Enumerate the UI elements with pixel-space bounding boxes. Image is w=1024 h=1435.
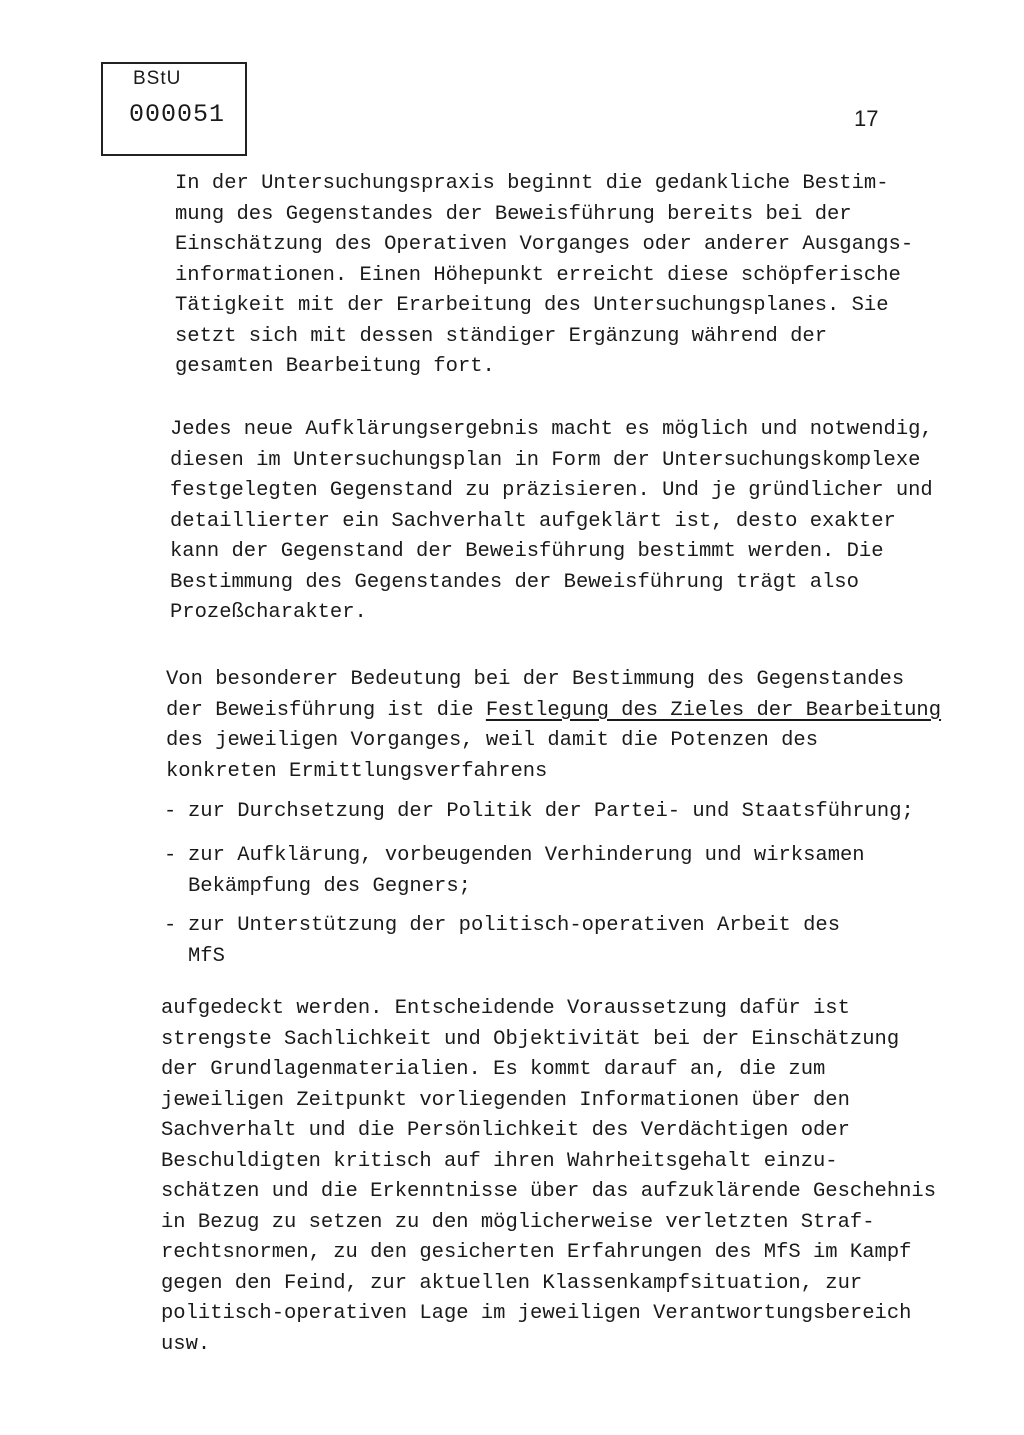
text-line: Sachverhalt und die Persönlichkeit des Verdächtigen oder bbox=[161, 1119, 850, 1142]
text-line: diesen im Untersuchungsplan in Form der Untersuchungskomplexe bbox=[170, 448, 921, 472]
text-line: gegen den Feind, zur aktuellen Klassenkampfsituation, zur bbox=[161, 1271, 863, 1295]
text-line: politisch-operativen Lage im jeweiligen Verantwortungsbereich bbox=[161, 1302, 912, 1325]
text-line: Von besonderer Bedeutung bei der Bestimmung des Gegenstandes bbox=[166, 668, 905, 691]
text-line: setzt sich mit dessen ständiger Ergänzung während der bbox=[175, 324, 828, 348]
list-item-text: zur Durchsetzung der Politik der Partei- und Staatsführung; bbox=[188, 800, 914, 823]
text-line: mung des Gegenstandes der Beweisführung bereits bei der bbox=[175, 202, 852, 226]
text-line: schätzen und die Erkenntnisse über das aufzuklärende Geschehnis bbox=[161, 1180, 937, 1203]
text-line bbox=[166, 696, 941, 727]
text-line: Prozeßcharakter. bbox=[170, 601, 367, 624]
page-number: 17 bbox=[854, 106, 879, 131]
list-dash: - bbox=[164, 800, 177, 823]
text-line: strengste Sachlichkeit und Objektivität bei der Einschätzung bbox=[161, 1027, 900, 1051]
text-line: kann der Gegenstand der Beweisführung bestimmt werden. Die bbox=[170, 540, 884, 563]
stamp-org: BStU bbox=[133, 68, 182, 89]
text-line: des jeweiligen Vorganges, weil damit die Potenzen des bbox=[166, 729, 819, 752]
text-line: rechtsnormen, zu den gesicherten Erfahrungen des MfS im Kampf bbox=[161, 1241, 912, 1264]
underlined-phrase: Festlegung des Zieles der Bearbeitung bbox=[485, 698, 942, 722]
stamp-number: 000051 bbox=[129, 100, 226, 129]
text-line: aufgedeckt werden. Entscheidende Voraussetzung dafür ist bbox=[161, 997, 850, 1020]
text-line: Tätigkeit mit der Erarbeitung des Untersuchungsplanes. Sie bbox=[175, 294, 889, 317]
text-line: gesamten Bearbeitung fort. bbox=[175, 355, 495, 378]
list-item-text: Bekämpfung des Gegners; bbox=[188, 874, 471, 898]
text-line: in Bezug zu setzen zu den möglicherweise verletzten Straf- bbox=[161, 1210, 875, 1234]
paragraph-2 bbox=[170, 415, 933, 629]
paragraph-1 bbox=[175, 169, 913, 383]
paragraph-3 bbox=[166, 665, 941, 787]
text-line: der Grundlagenmaterialien. Es kommt darauf an, die zum bbox=[161, 1058, 826, 1081]
text-line: informationen. Einen Höhepunkt erreicht diese schöpferische bbox=[175, 263, 901, 287]
list-item-text: MfS bbox=[188, 944, 225, 968]
text-line: Einschätzung des Operativen Vorganges oder anderer Ausgangs- bbox=[175, 233, 914, 256]
text-line: konkreten Ermittlungsverfahrens bbox=[166, 759, 548, 783]
text-line: festgelegten Gegenstand zu präzisieren. Und je gründlicher und bbox=[170, 479, 933, 502]
text-line: In der Untersuchungspraxis beginnt die gedankliche Bestim- bbox=[175, 172, 889, 195]
archive-stamp bbox=[101, 62, 247, 156]
list-dash: - bbox=[164, 914, 177, 937]
list-item-text: zur Unterstützung der politisch-operativen Arbeit des bbox=[188, 914, 841, 937]
text-line: Beschuldigten kritisch auf ihren Wahrheitsgehalt einzu- bbox=[161, 1149, 838, 1173]
text-segment: der Beweisführung ist die bbox=[166, 698, 486, 722]
list-item-text: zur Aufklärung, vorbeugenden Verhinderung und wirksamen bbox=[188, 844, 865, 867]
text-line: detaillierter ein Sachverhalt aufgeklärt ist, desto exakter bbox=[170, 509, 896, 533]
text-line: usw. bbox=[161, 1332, 211, 1356]
text-line: Jedes neue Aufklärungsergebnis macht es möglich und notwendig, bbox=[170, 418, 933, 441]
text-line: jeweiligen Zeitpunkt vorliegenden Informationen über den bbox=[161, 1088, 850, 1112]
paragraph-4 bbox=[161, 994, 936, 1360]
list-dash: - bbox=[164, 844, 177, 867]
text-line: Bestimmung des Gegenstandes der Beweisführung trägt also bbox=[170, 570, 859, 594]
